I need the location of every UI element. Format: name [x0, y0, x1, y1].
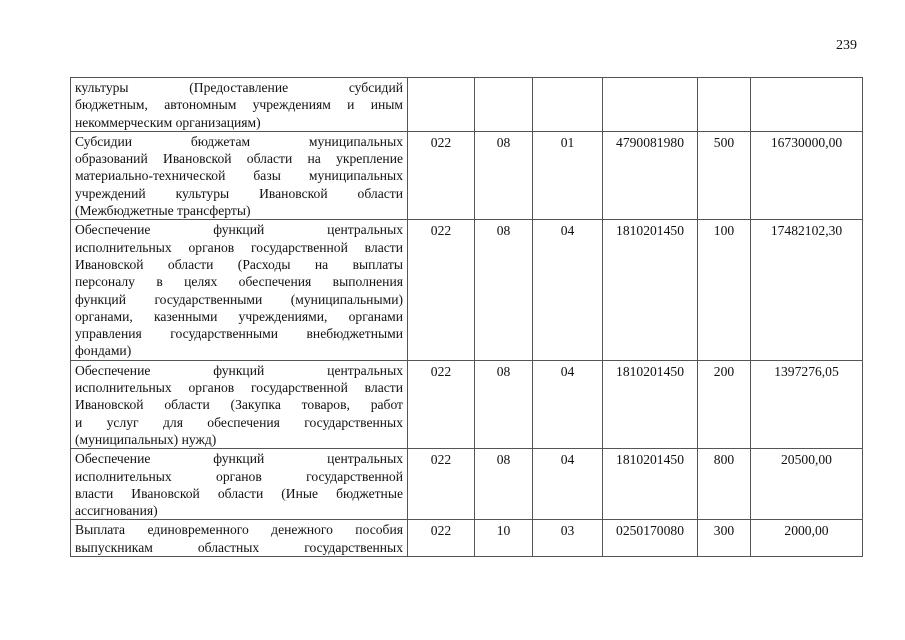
cell-csr — [603, 78, 698, 132]
cell-vr — [698, 78, 751, 132]
description-line: власти Ивановской области (Иные бюджетные — [75, 485, 403, 501]
cell-sum: 17482102,30 — [751, 220, 863, 360]
table-row — [71, 78, 863, 132]
row-description — [71, 131, 408, 219]
description-line: органами, казенными учреждениями, органами — [75, 308, 403, 324]
description-line: материально-технической базы муниципальных — [75, 168, 403, 184]
cell-sum: 1397276,05 — [751, 360, 863, 448]
table-row — [71, 360, 863, 448]
description-line: учреждений культуры Ивановской области — [75, 185, 403, 201]
cell-vr: 300 — [698, 520, 751, 557]
cell-grbs: 022 — [408, 131, 475, 219]
cell-csr: 1810201450 — [603, 220, 698, 360]
description-line: культуры (Предоставление субсидий — [75, 80, 403, 95]
cell-csr: 0250170080 — [603, 520, 698, 557]
description-line: выпускникам областных государственных — [75, 539, 403, 555]
cell-pr — [533, 78, 603, 132]
table-row — [71, 131, 863, 219]
cell-vr: 100 — [698, 220, 751, 360]
cell-pr: 04 — [533, 360, 603, 448]
cell-pr: 04 — [533, 220, 603, 360]
description-line: Обеспечение функций центральных — [75, 451, 403, 467]
cell-pr: 04 — [533, 449, 603, 520]
cell-sum: 16730000,00 — [751, 131, 863, 219]
row-description — [71, 220, 408, 360]
cell-grbs: 022 — [408, 360, 475, 448]
cell-vr: 200 — [698, 360, 751, 448]
page-number: 239 — [836, 38, 857, 53]
cell-rz: 08 — [475, 131, 533, 219]
cell-csr: 1810201450 — [603, 449, 698, 520]
cell-rz — [475, 78, 533, 132]
cell-vr: 500 — [698, 131, 751, 219]
cell-sum: 20500,00 — [751, 449, 863, 520]
cell-csr: 1810201450 — [603, 360, 698, 448]
description-line: фондами) — [75, 343, 132, 359]
description-line: исполнительных органов государственной власти — [75, 239, 403, 255]
table-row — [71, 449, 863, 520]
cell-pr: 03 — [533, 520, 603, 557]
description-line: Обеспечение функций центральных — [75, 222, 403, 238]
description-line: управления государственными внебюджетными — [75, 326, 403, 342]
cell-pr: 01 — [533, 131, 603, 219]
cell-rz: 10 — [475, 520, 533, 557]
cell-rz: 08 — [475, 220, 533, 360]
description-line: образований Ивановской области на укрепление — [75, 151, 403, 167]
table-row — [71, 520, 863, 557]
cell-grbs: 022 — [408, 220, 475, 360]
cell-grbs — [408, 78, 475, 132]
description-line: ассигнования) — [75, 503, 158, 519]
description-line: исполнительных органов государственной власти — [75, 380, 403, 396]
description-line: функций государственными (муниципальными) — [75, 291, 403, 307]
cell-sum — [751, 78, 863, 132]
cell-grbs: 022 — [408, 520, 475, 557]
budget-table — [70, 77, 863, 557]
cell-rz: 08 — [475, 360, 533, 448]
description-line: Субсидии бюджетам муниципальных — [75, 133, 403, 149]
table-row — [71, 220, 863, 360]
cell-csr: 4790081980 — [603, 131, 698, 219]
cell-rz: 08 — [475, 449, 533, 520]
description-line: бюджетным, автономным учреждениям и иным — [75, 97, 403, 113]
row-description — [71, 360, 408, 448]
description-line: Ивановской области (Расходы на выплаты — [75, 256, 403, 272]
cell-sum: 2000,00 — [751, 520, 863, 557]
row-description — [71, 78, 408, 132]
description-line: персоналу в целях обеспечения выполнения — [75, 274, 403, 290]
row-description — [71, 449, 408, 520]
description-line: (муниципальных) нужд) — [75, 431, 217, 447]
row-description — [71, 520, 408, 557]
description-line: (Межбюджетные трансферты) — [75, 203, 251, 219]
description-line: исполнительных органов государственной — [75, 468, 403, 484]
description-line: и услуг для обеспечения государственных — [75, 414, 403, 430]
description-line: Выплата единовременного денежного пособия — [75, 522, 403, 538]
description-line: некоммерческим организациям) — [75, 114, 261, 130]
cell-grbs: 022 — [408, 449, 475, 520]
description-line: Ивановской области (Закупка товаров, работ — [75, 397, 403, 413]
description-line: Обеспечение функций центральных — [75, 362, 403, 378]
cell-vr: 800 — [698, 449, 751, 520]
